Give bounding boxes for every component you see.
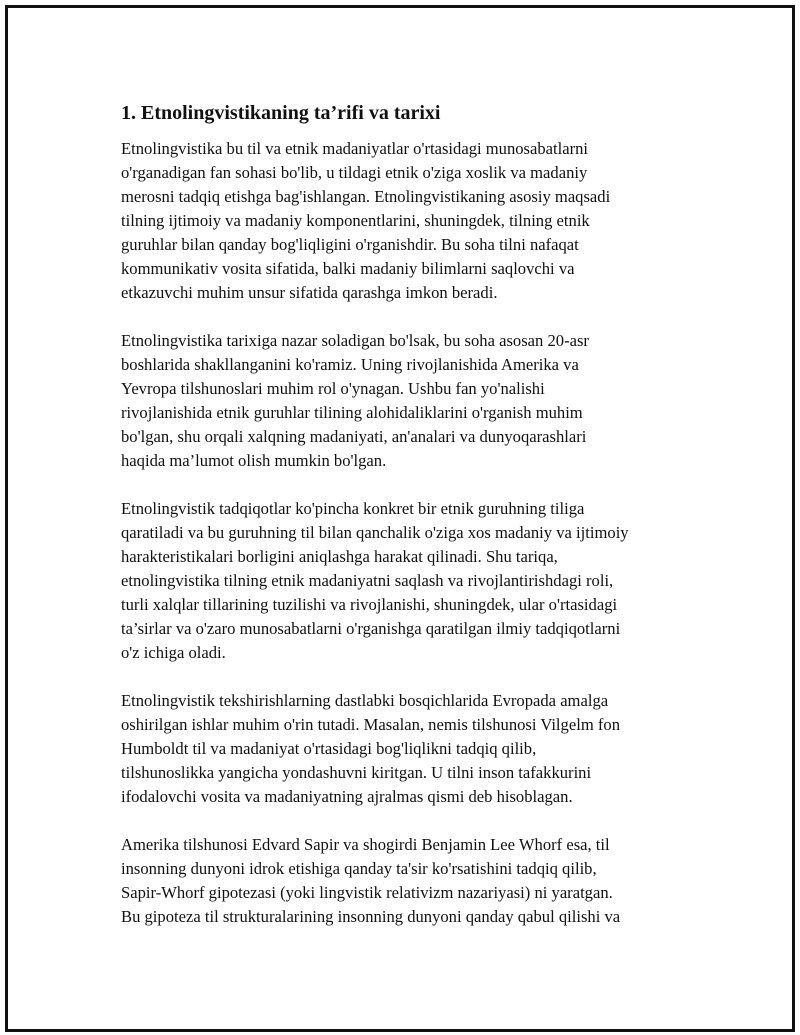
paragraph-definition: Etnolingvistika bu til va etnik madaniyatlar o'rtasidagi munosabatlarni o'rganadigan fan sohasi bo'lib, u tildagi etnik o'ziga xoslik va madaniy merosni tadqiq etishga bag'ishlangan. Etnolingvistikaning asosiy maqsadi tilning ijtimoiy va madaniy komponentlarini, shuningdek, tilning etnik guruhlar bilan qanday bog'liqligini o'rganishdir. Bu soha tilni nafaqat kommunikativ vosita sifatida, balki madaniy bilimlarni saqlovchi va etkazuvchi muhim unsur sifatida qarashga imkon beradi. [121, 139, 611, 302]
document-page [5, 5, 795, 1032]
document-body [121, 100, 701, 953]
paragraph-research-focus: Etnolingvistik tadqiqotlar ko'pincha konkret bir etnik guruhning tiliga qaratiladi va bu guruhning til bilan qanchalik o'ziga xos madaniy va ijtimoiy harakteristikalari borligini aniqlashga harakat qilinadi. Shu tariqa, etnolingvistika tilning etnik madaniyatni saqlash va rivojlantirishdagi roli, turli xalqlar tillarining tuzilishi va rivojlanishi, shuningdek, ular o'rtasidagi ta’sirlar va o'zaro munosabatlarni o'rganishga qaratilgan ilmiy tadqiqotlarni o'z ichiga oladi. [121, 499, 629, 662]
section-heading: 1. Etnolingvistikaning ta’rifi va tarixi [121, 102, 441, 124]
paragraph-sapir-whorf: Amerika tilshunosi Edvard Sapir va shogirdi Benjamin Lee Whorf esa, til insonning dunyoni idrok etishiga qanday ta'sir ko'rsatishini tadqiq qilib, Sapir-Whorf gipotezasi (yoki lingvistik relativizm nazariyasi) ni yaratgan. Bu gipoteza til strukturalarining insonning dunyoni qanday qabul qilishi va [121, 835, 621, 926]
paragraph-history: Etnolingvistika tarixiga nazar soladigan bo'lsak, bu soha asosan 20-asr boshlarida shakllanganini ko'ramiz. Uning rivojlanishida Amerika va Yevropa tilshunoslari muhim rol o'ynagan. Ushbu fan yo'nalishi rivojlanishida etnik guruhlar tilining alohidaliklarini o'rganish muhim bo'lgan, shu orqali xalqning madaniyati, an'analari va dunyoqarashlari haqida ma’lumot olish mumkin bo'lgan. [121, 331, 589, 470]
paragraph-humboldt: Etnolingvistik tekshirishlarning dastlabki bosqichlarida Evropada amalga oshirilgan ishlar muhim o'rin tutadi. Masalan, nemis tilshunosi Vilgelm fon Humboldt til va madaniyat o'rtasidagi bog'liqlikni tadqiq qilib, tilshunoslikka yangicha yondashuvni kiritgan. U tilni inson tafakkurini ifodalovchi vosita va madaniyatning ajralmas qismi deb hisoblagan. [121, 691, 620, 806]
